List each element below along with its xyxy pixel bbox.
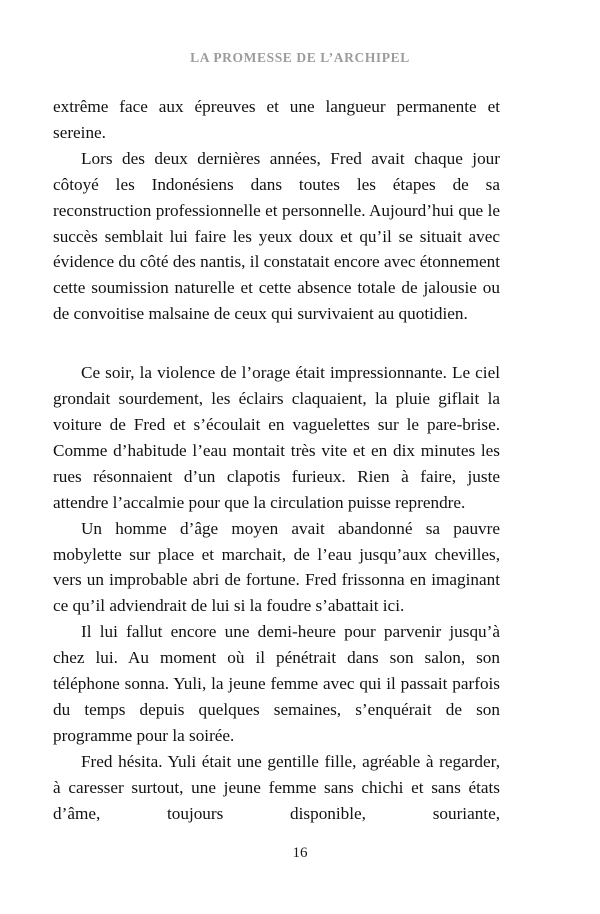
paragraph: Lors des deux dernières années, Fred avait chaque jour côtoyé les Indonésiens dans toutes les étapes de sa reconstruction professionnelle et personnelle. Aujourd’hui que le succès semblait lui faire les yeux doux et qu’il se situait avec évidence du côté des nantis, il constatait encore avec étonnement cette soumission naturelle et cette absence totale de jalousie ou de convoitise malsaine de ceux qui survivaient au quotidien. bbox=[53, 148, 500, 324]
paragraph: Un homme d’âge moyen avait abandonné sa pauvre mobylette sur place et marchait, de l’eau jusqu’aux chevilles, vers un improbable abri de fortune. Fred frissonna en imaginant ce qu’il adviendrait de lui si la foudre s’abattait ici. bbox=[53, 518, 500, 616]
paragraph: extrême face aux épreuves et une langueur permanente et sereine. bbox=[53, 97, 500, 142]
paragraph: Fred hésita. Yuli était une gentille fille, agréable à regarder, à caresser surtout, une jeune femme sans chichi et sans états d’âme, toujours disponible, souriante, bbox=[53, 751, 500, 823]
body-text-block bbox=[53, 94, 500, 826]
running-head: LA PROMESSE DE L’ARCHIPEL bbox=[190, 50, 410, 65]
paragraph: Ce soir, la violence de l’orage était impressionnante. Le ciel grondait sourdement, les éclairs claquaient, la pluie giflait la voiture de Fred et s’écoulait en vaguelettes sur le pare-brise. Comme d’habitude l’eau montait très vite et en dix minutes les rues résonnaient d’un clapotis furieux. Rien à faire, juste attendre l’accalmie pour que la circulation puisse reprendre. bbox=[53, 363, 500, 512]
paragraph: Il lui fallut encore une demi-heure pour parvenir jusqu’à chez lui. Au moment où il pénétrait dans son salon, son téléphone sonna. Yuli, la jeune femme avec qui il passait parfois du temps depuis quelques semaines, s’enquérait de son programme pour la soirée. bbox=[53, 622, 500, 745]
page-number: 16 bbox=[292, 845, 308, 861]
